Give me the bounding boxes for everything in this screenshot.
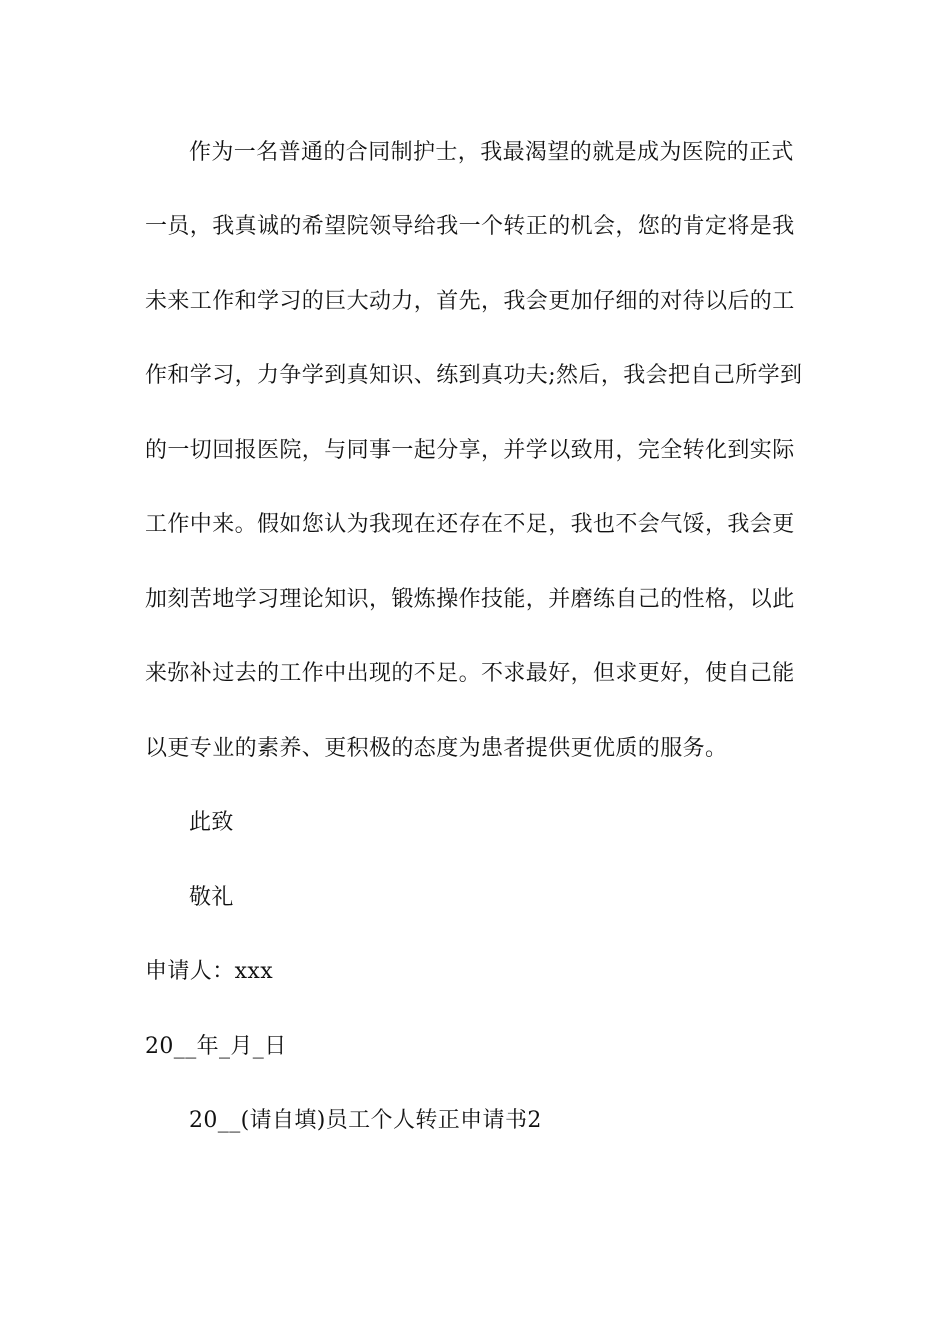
applicant-signature: 申请人：xxx [145,959,274,984]
paragraph-line: 未来工作和学习的巨大动力，首先，我会更加仔细的对待以后的工 [145,289,795,314]
next-section-title: 20__(请自填)员工个人转正申请书2 [189,1108,542,1133]
closing-salutation: 此致 [189,810,234,835]
paragraph-line: 的一切回报医院，与同事一起分享，并学以致用，完全转化到实际 [145,438,795,463]
paragraph-line: 加刻苦地学习理论知识，锻炼操作技能，并磨练自己的性格，以此 [145,587,795,612]
paragraph-line: 作和学习，力争学到真知识、练到真功夫;然后，我会把自己所学到 [145,363,803,388]
paragraph-line: 来弥补过去的工作中出现的不足。不求最好，但求更好，使自己能 [145,661,795,686]
paragraph-line: 作为一名普通的合同制护士，我最渴望的就是成为医院的正式 [189,140,794,165]
paragraph-line: 工作中来。假如您认为我现在还存在不足，我也不会气馁，我会更 [145,512,795,537]
paragraph-line: 以更专业的素养、更积极的态度为患者提供更优质的服务。 [145,736,728,761]
closing-regards: 敬礼 [189,885,234,910]
date-line: 20__年_月_日 [145,1034,287,1059]
paragraph-line: 一员，我真诚的希望院领导给我一个转正的机会，您的肯定将是我 [145,214,795,239]
